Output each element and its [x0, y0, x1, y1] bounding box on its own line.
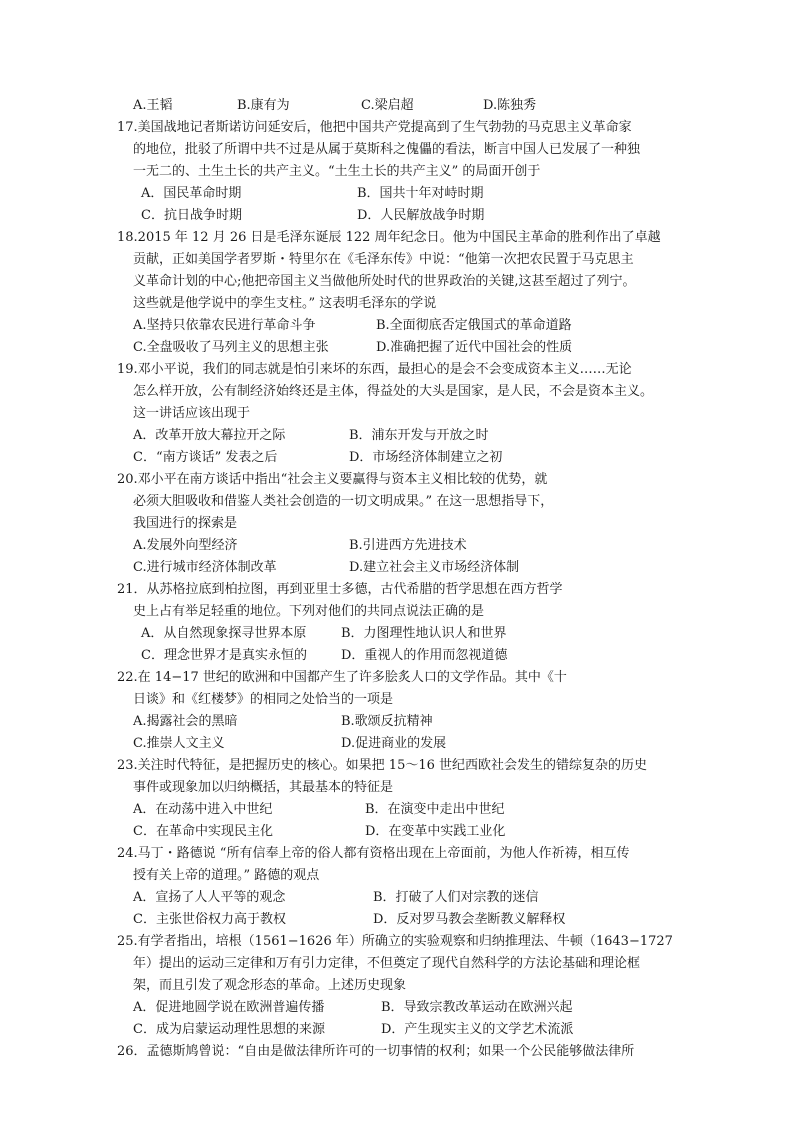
q17-stem-line: 的地位，批驳了所谓中共不过是从属于莫斯科之傀儡的看法，断言中国人已发展了一种独 [133, 142, 641, 157]
q24-option-c: C．主张世俗权力高于教权 [133, 912, 286, 927]
q25-stem-line: 年）提出的运动三定律和万有引力定律，不但奠定了现代自然科学的方法论基础和理论框 [133, 956, 641, 971]
q18-option-c: C.全盘吸收了马列主义的思想主张 [133, 340, 329, 355]
q21-option-d: D．重视人的作用而忽视道德 [341, 648, 508, 663]
q21-stem-line: 史上占有举足轻重的地位。下列对他们的共同点说法正确的是 [133, 604, 485, 619]
q21-stem-line: 21．从苏格拉底到柏拉图，再到亚里士多德，古代希腊的哲学思想在西方哲学 [117, 582, 563, 597]
q17-option-b: B．国共十年对峙时期 [357, 186, 484, 201]
q21-option-b: B．力图理性地认识人和世界 [341, 626, 507, 641]
q19-option-c: C．“南方谈话” 发表之后 [133, 450, 278, 465]
q18-stem-line: 18.2015 年 12 月 26 日是毛泽东诞辰 122 周年纪念日。他为中国民主革命的胜利作出了卓越 [117, 230, 661, 245]
q19-stem-line: 这一讲话应该出现于 [133, 406, 251, 421]
q18-option-d: D.准确把握了近代中国社会的性质 [376, 340, 573, 355]
q17-option-d: D．人民解放战争时期 [357, 208, 485, 223]
q22-stem-line: 22.在 14−17 世纪的欧洲和中国都产生了许多脍炙人口的文学作品。其中《十 [117, 670, 567, 685]
q20-stem-line: 我国进行的探索是 [133, 516, 238, 531]
q23-option-c: C．在革命中实现民主化 [133, 824, 273, 839]
q20-option-c: C.进行城市经济体制改革 [133, 560, 277, 575]
q18-option-a: A.坚持只依靠农民进行革命斗争 [133, 318, 316, 333]
q18-stem-line: 贡献，正如美国学者罗斯・特里尔在《毛泽东传》中说：“他第一次把农民置于马克思主 [133, 252, 634, 267]
q18-option-b: B.全面彻底否定俄国式的革命道路 [376, 318, 572, 333]
q22-stem-line: 日谈》和《红楼梦》的相同之处恰当的一项是 [133, 692, 394, 707]
q20-option-d: D.建立社会主义市场经济体制 [349, 560, 520, 575]
q19-option-d: D．市场经济体制建立之初 [349, 450, 503, 465]
q24-stem-line: 24.马丁・路德说 “所有信奉上帝的俗人都有资格出现在上帝面前，为他人作祈祷，相互传 [117, 846, 630, 861]
q19-option-a: A．改革开放大幕拉开之际 [133, 428, 286, 443]
q25-option-b: B．导致宗教改革运动在欧洲兴起 [381, 1000, 573, 1015]
q16-option-c: C.梁启超 [361, 98, 414, 113]
q21-option-a: A．从自然现象探寻世界本原 [141, 626, 307, 641]
q24-option-d: D．反对罗马教会垄断教义解释权 [373, 912, 566, 927]
q17-stem-line: 17.美国战地记者斯诺访问延安后，他把中国共产党提高到了生气勃勃的马克思主义革命家 [117, 120, 632, 135]
q22-option-a: A.揭露社会的黑暗 [133, 714, 238, 729]
q24-option-a: A．宣扬了人人平等的观念 [133, 890, 286, 905]
q19-option-b: B．浦东开发与开放之时 [349, 428, 489, 443]
q17-stem-line: 一无二的、土生土长的共产主义。“土生土长的共产主义” 的局面开创于 [133, 164, 541, 179]
q25-option-a: A．促进地圆学说在欧洲普遍传播 [133, 1000, 325, 1015]
q23-option-b: B．在演变中走出中世纪 [365, 802, 505, 817]
q20-option-a: A.发展外向型经济 [133, 538, 238, 553]
q22-option-b: B.歌颂反抗精神 [341, 714, 433, 729]
q22-option-d: D.促进商业的发展 [341, 736, 447, 751]
q20-option-b: B.引进西方先进技术 [349, 538, 467, 553]
q25-stem-line: 25.有学者指出，培根（1561−1626 年）所确立的实验观察和归纳推理法、牛顿（1643−1727 [117, 934, 673, 949]
q20-stem-line: 必须大胆吸收和借鉴人类社会创造的一切文明成果。” 在这一思想指导下， [133, 494, 554, 509]
q23-option-a: A．在动荡中进入中世纪 [133, 802, 273, 817]
q22-option-c: C.推崇人文主义 [133, 736, 225, 751]
q20-stem-line: 20.邓小平在南方谈话中指出“社会主义要赢得与资本主义相比较的优势，就 [117, 472, 548, 487]
q26-stem-line: 26．孟德斯鸠曾说：“自由是做法律所许可的一切事情的权利；如果一个公民能够做法律所 [117, 1044, 635, 1059]
q25-stem-line: 架，而且引发了观念形态的革命。上述历史现象 [133, 978, 407, 993]
q16-option-b: B.康有为 [237, 98, 290, 113]
q16-option-a: A.王韬 [133, 98, 173, 113]
q23-stem-line: 事件或现象加以归纳概括，其最基本的特征是 [133, 780, 394, 795]
q23-option-d: D．在变革中实践工业化 [365, 824, 506, 839]
q16-option-d: D.陈独秀 [483, 98, 537, 113]
q21-option-c: C．理念世界才是真实永恒的 [141, 648, 307, 663]
q17-option-a: A．国民革命时期 [141, 186, 242, 201]
q24-stem-line: 授有关上帝的道理。” 路德的观点 [133, 868, 320, 883]
q23-stem-line: 23.关注时代特征，是把握历史的核心。如果把 15～16 世纪西欧社会发生的错综复杂的历史 [117, 758, 648, 773]
q19-stem-line: 19.邓小平说，我们的同志就是怕引来坏的东西，最担心的是会不会变成资本主义……无论 [117, 362, 632, 377]
q18-stem-line: 义革命计划的中心;他把帝国主义当做他所处时代的世界政治的关键,这甚至超过了列宁。 [133, 274, 636, 289]
q25-option-d: D．产生现实主义的文学艺术流派 [381, 1022, 574, 1037]
q19-stem-line: 怎么样开放，公有制经济始终还是主体，得益处的大头是国家，是人民，不会是资本主义。 [133, 384, 654, 399]
q18-stem-line: 这些就是他学说中的孪生支柱。” 这表明毛泽东的学说 [133, 296, 437, 311]
q17-option-c: C．抗日战争时期 [141, 208, 242, 223]
q24-option-b: B．打破了人们对宗教的迷信 [373, 890, 539, 905]
q25-option-c: C．成为启蒙运动理性思想的来源 [133, 1022, 325, 1037]
